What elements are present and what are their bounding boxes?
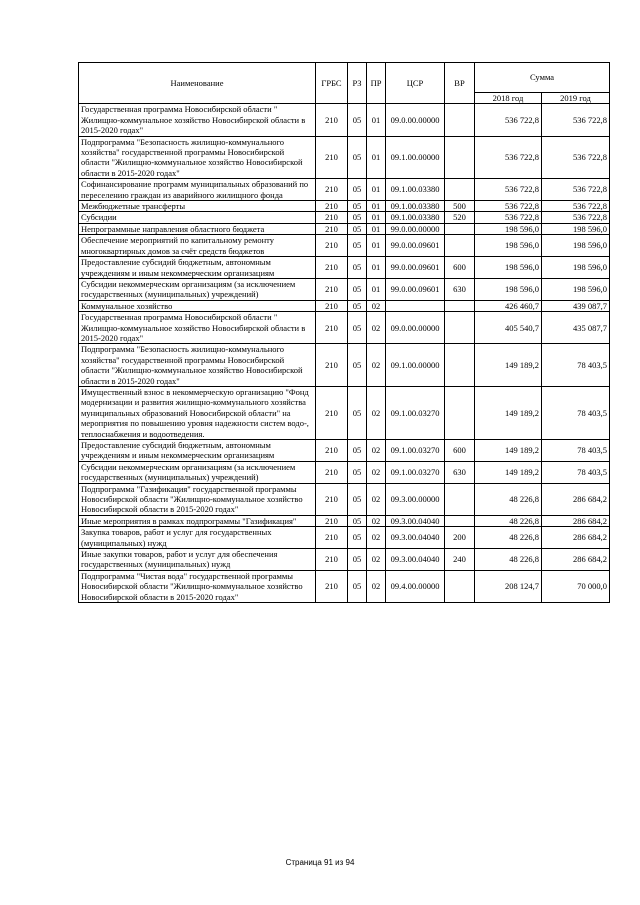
cell-sum-2018: 48 226,8 <box>475 549 542 571</box>
cell-rz: 05 <box>348 223 367 234</box>
table-row <box>79 549 610 571</box>
cell-csr: 99.0.00.09601 <box>386 257 445 279</box>
cell-grbs: 210 <box>316 235 348 257</box>
cell-sum-2018: 198 596,0 <box>475 223 542 234</box>
cell-name: Коммунальное хозяйство <box>79 300 316 311</box>
cell-csr: 09.4.00.00000 <box>386 570 445 602</box>
cell-sum-2019: 198 596,0 <box>542 235 610 257</box>
cell-vr <box>445 570 475 602</box>
cell-sum-2018: 149 189,2 <box>475 344 542 387</box>
cell-grbs: 210 <box>316 179 348 201</box>
cell-csr: 09.3.00.04040 <box>386 527 445 549</box>
cell-pr: 02 <box>367 549 386 571</box>
cell-grbs: 210 <box>316 136 348 179</box>
cell-pr: 02 <box>367 527 386 549</box>
cell-vr <box>445 515 475 526</box>
cell-grbs: 210 <box>316 386 348 439</box>
table-row <box>79 104 610 136</box>
cell-vr: 630 <box>445 461 475 483</box>
cell-grbs: 210 <box>316 483 348 515</box>
cell-vr <box>445 312 475 344</box>
cell-vr <box>445 104 475 136</box>
table-row <box>79 461 610 483</box>
cell-csr: 99.0.00.09601 <box>386 235 445 257</box>
cell-vr: 520 <box>445 212 475 223</box>
cell-sum-2018: 48 226,8 <box>475 515 542 526</box>
cell-vr <box>445 223 475 234</box>
cell-pr: 02 <box>367 344 386 387</box>
cell-sum-2018: 536 722,8 <box>475 212 542 223</box>
cell-csr: 09.3.00.04040 <box>386 549 445 571</box>
cell-csr: 09.1.00.00000 <box>386 344 445 387</box>
cell-csr: 99.0.00.00000 <box>386 223 445 234</box>
cell-sum-2018: 536 722,8 <box>475 104 542 136</box>
cell-pr: 01 <box>367 136 386 179</box>
cell-pr: 01 <box>367 104 386 136</box>
cell-pr: 02 <box>367 386 386 439</box>
cell-sum-2018: 149 189,2 <box>475 440 542 462</box>
cell-pr: 02 <box>367 461 386 483</box>
cell-grbs: 210 <box>316 570 348 602</box>
cell-pr: 02 <box>367 570 386 602</box>
cell-sum-2019: 286 684,2 <box>542 483 610 515</box>
cell-rz: 05 <box>348 136 367 179</box>
cell-csr: 09.1.00.03380 <box>386 212 445 223</box>
cell-sum-2018: 198 596,0 <box>475 257 542 279</box>
cell-name: Подпрограмма "Чистая вода" государственной программы Новосибирской области "Жилищно-коммунальное хозяйство Новосибирской области в 2015-2020 годах" <box>79 570 316 602</box>
cell-grbs: 210 <box>316 223 348 234</box>
cell-vr <box>445 300 475 311</box>
cell-vr <box>445 136 475 179</box>
cell-sum-2019: 435 087,7 <box>542 312 610 344</box>
cell-name: Субсидии <box>79 212 316 223</box>
cell-sum-2019: 286 684,2 <box>542 515 610 526</box>
cell-rz: 05 <box>348 104 367 136</box>
cell-sum-2019: 78 403,5 <box>542 386 610 439</box>
table-row <box>79 223 610 234</box>
cell-vr <box>445 483 475 515</box>
header-grbs: ГРБС <box>316 63 348 104</box>
cell-csr: 09.1.00.03270 <box>386 440 445 462</box>
cell-sum-2019: 536 722,8 <box>542 104 610 136</box>
cell-name: Непрограммные направления областного бюджета <box>79 223 316 234</box>
cell-csr: 09.1.00.00000 <box>386 136 445 179</box>
cell-grbs: 210 <box>316 201 348 212</box>
cell-name: Закупка товаров, работ и услуг для государственных (муниципальных) нужд <box>79 527 316 549</box>
header-name: Наименование <box>79 63 316 104</box>
table-row <box>79 483 610 515</box>
cell-name: Предоставление субсидий бюджетным, автономным учреждениям и иным некоммерческим организациям <box>79 440 316 462</box>
cell-rz: 05 <box>348 212 367 223</box>
table-row <box>79 212 610 223</box>
cell-sum-2019: 536 722,8 <box>542 179 610 201</box>
cell-rz: 05 <box>348 483 367 515</box>
cell-sum-2018: 149 189,2 <box>475 461 542 483</box>
cell-vr <box>445 235 475 257</box>
cell-vr: 600 <box>445 440 475 462</box>
cell-grbs: 210 <box>316 212 348 223</box>
table-row <box>79 201 610 212</box>
cell-grbs: 210 <box>316 527 348 549</box>
header-sum: Сумма <box>475 63 610 93</box>
cell-pr: 02 <box>367 515 386 526</box>
cell-vr: 200 <box>445 527 475 549</box>
cell-name: Государственная программа Новосибирской области " Жилищно-коммунальное хозяйство Новосибирской области в 2015-2020 годах" <box>79 312 316 344</box>
cell-pr: 01 <box>367 223 386 234</box>
cell-rz: 05 <box>348 527 367 549</box>
cell-vr: 630 <box>445 278 475 300</box>
cell-sum-2019: 198 596,0 <box>542 223 610 234</box>
cell-rz: 05 <box>348 440 367 462</box>
table-row <box>79 570 610 602</box>
cell-csr: 09.0.00.00000 <box>386 312 445 344</box>
cell-name: Подпрограмма "Газификация" государственной программы Новосибирской области "Жилищно-коммунальное хозяйство Новосибирской области в 2015-2020 годах" <box>79 483 316 515</box>
cell-rz: 05 <box>348 257 367 279</box>
cell-grbs: 210 <box>316 278 348 300</box>
cell-sum-2018: 536 722,8 <box>475 179 542 201</box>
cell-rz: 05 <box>348 278 367 300</box>
cell-csr: 09.1.00.03270 <box>386 386 445 439</box>
table-row <box>79 257 610 279</box>
cell-rz: 05 <box>348 515 367 526</box>
cell-name: Субсидии некоммерческим организациям (за исключением государственных (муниципальных) учреждений) <box>79 278 316 300</box>
cell-pr: 02 <box>367 300 386 311</box>
cell-csr: 09.0.00.00000 <box>386 104 445 136</box>
cell-rz: 05 <box>348 300 367 311</box>
cell-sum-2018: 536 722,8 <box>475 136 542 179</box>
cell-vr <box>445 179 475 201</box>
table-row <box>79 515 610 526</box>
cell-csr: 09.1.00.03380 <box>386 201 445 212</box>
cell-sum-2019: 536 722,8 <box>542 136 610 179</box>
cell-pr: 01 <box>367 257 386 279</box>
table-row <box>79 235 610 257</box>
cell-sum-2019: 439 087,7 <box>542 300 610 311</box>
cell-sum-2018: 48 226,8 <box>475 527 542 549</box>
cell-sum-2019: 536 722,8 <box>542 201 610 212</box>
cell-name: Подпрограмма "Безопасность жилищно-коммунального хозяйства" государственной программы Новосибирской области "Жилищно-коммунальное хозяйство Новосибирской области в 2015-2020 годах" <box>79 136 316 179</box>
header-pr: ПР <box>367 63 386 104</box>
cell-name: Межбюджетные трансферты <box>79 201 316 212</box>
cell-sum-2018: 536 722,8 <box>475 201 542 212</box>
cell-sum-2019: 70 000,0 <box>542 570 610 602</box>
cell-rz: 05 <box>348 179 367 201</box>
cell-vr: 600 <box>445 257 475 279</box>
cell-vr: 500 <box>445 201 475 212</box>
cell-grbs: 210 <box>316 312 348 344</box>
header-vr: ВР <box>445 63 475 104</box>
cell-sum-2019: 198 596,0 <box>542 257 610 279</box>
cell-pr: 01 <box>367 179 386 201</box>
cell-rz: 05 <box>348 461 367 483</box>
table-row <box>79 344 610 387</box>
cell-name: Иные мероприятия в рамках подпрограммы "Газификация" <box>79 515 316 526</box>
cell-name: Софинансирование программ муниципальных образований по переселению граждан из аварийного жилищного фонда <box>79 179 316 201</box>
cell-name: Государственная программа Новосибирской области " Жилищно-коммунальное хозяйство Новосибирской области в 2015-2020 годах" <box>79 104 316 136</box>
cell-sum-2018: 405 540,7 <box>475 312 542 344</box>
cell-pr: 01 <box>367 235 386 257</box>
cell-vr <box>445 344 475 387</box>
header-year-2018: 2018 год <box>475 93 542 104</box>
cell-grbs: 210 <box>316 440 348 462</box>
cell-csr <box>386 300 445 311</box>
cell-sum-2019: 198 596,0 <box>542 278 610 300</box>
cell-sum-2018: 48 226,8 <box>475 483 542 515</box>
cell-grbs: 210 <box>316 344 348 387</box>
cell-csr: 09.1.00.03270 <box>386 461 445 483</box>
cell-grbs: 210 <box>316 549 348 571</box>
cell-sum-2019: 286 684,2 <box>542 527 610 549</box>
cell-rz: 05 <box>348 312 367 344</box>
cell-grbs: 210 <box>316 461 348 483</box>
cell-name: Подпрограмма "Безопасность жилищно-коммунального хозяйства" государственной программы Новосибирской области "Жилищно-коммунальное хозяйство Новосибирской области в 2015-2020 годах" <box>79 344 316 387</box>
cell-csr: 09.1.00.03380 <box>386 179 445 201</box>
cell-pr: 02 <box>367 440 386 462</box>
cell-sum-2019: 286 684,2 <box>542 549 610 571</box>
cell-rz: 05 <box>348 235 367 257</box>
cell-sum-2018: 208 124,7 <box>475 570 542 602</box>
cell-name: Предоставление субсидий бюджетным, автономным учреждениям и иным некоммерческим организациям <box>79 257 316 279</box>
table-row <box>79 179 610 201</box>
cell-sum-2018: 198 596,0 <box>475 235 542 257</box>
cell-pr: 01 <box>367 278 386 300</box>
cell-csr: 09.3.00.00000 <box>386 483 445 515</box>
cell-name: Субсидии некоммерческим организациям (за исключением государственных (муниципальных) учреждений) <box>79 461 316 483</box>
cell-name: Иные закупки товаров, работ и услуг для обеспечения государственных (муниципальных) нужд <box>79 549 316 571</box>
cell-sum-2018: 198 596,0 <box>475 278 542 300</box>
header-year-2019: 2019 год <box>542 93 610 104</box>
cell-sum-2019: 78 403,5 <box>542 440 610 462</box>
cell-sum-2019: 536 722,8 <box>542 212 610 223</box>
cell-sum-2019: 78 403,5 <box>542 461 610 483</box>
page-number: Страница 91 из 94 <box>285 858 355 867</box>
cell-rz: 05 <box>348 201 367 212</box>
table-body <box>79 104 610 603</box>
table-row <box>79 440 610 462</box>
cell-name: Обеспечение мероприятий по капитальному ремонту многоквартирных домов за счёт средств бюджетов <box>79 235 316 257</box>
cell-sum-2018: 149 189,2 <box>475 386 542 439</box>
cell-name: Имущественный взнос в некоммерческую организацию "Фонд модернизации и развития жилищно-коммунального хозяйства муниципальных образований Новосибирской области" на мероприятия по повышению уровня надежности систем водо-, теплоснабжения и водоотведения. <box>79 386 316 439</box>
cell-pr: 01 <box>367 201 386 212</box>
cell-grbs: 210 <box>316 300 348 311</box>
cell-grbs: 210 <box>316 257 348 279</box>
cell-csr: 99.0.00.09601 <box>386 278 445 300</box>
table-row <box>79 278 610 300</box>
cell-sum-2018: 426 460,7 <box>475 300 542 311</box>
cell-rz: 05 <box>348 549 367 571</box>
table-row <box>79 136 610 179</box>
cell-vr <box>445 386 475 439</box>
cell-csr: 09.3.00.04040 <box>386 515 445 526</box>
table-row <box>79 527 610 549</box>
cell-grbs: 210 <box>316 104 348 136</box>
cell-pr: 01 <box>367 212 386 223</box>
cell-rz: 05 <box>348 344 367 387</box>
cell-grbs: 210 <box>316 515 348 526</box>
cell-sum-2019: 78 403,5 <box>542 344 610 387</box>
table-row <box>79 312 610 344</box>
cell-vr: 240 <box>445 549 475 571</box>
table-row <box>79 300 610 311</box>
table-row <box>79 386 610 439</box>
cell-pr: 02 <box>367 483 386 515</box>
cell-rz: 05 <box>348 386 367 439</box>
budget-table <box>78 62 610 603</box>
cell-pr: 02 <box>367 312 386 344</box>
cell-rz: 05 <box>348 570 367 602</box>
header-csr: ЦСР <box>386 63 445 104</box>
header-rz: РЗ <box>348 63 367 104</box>
